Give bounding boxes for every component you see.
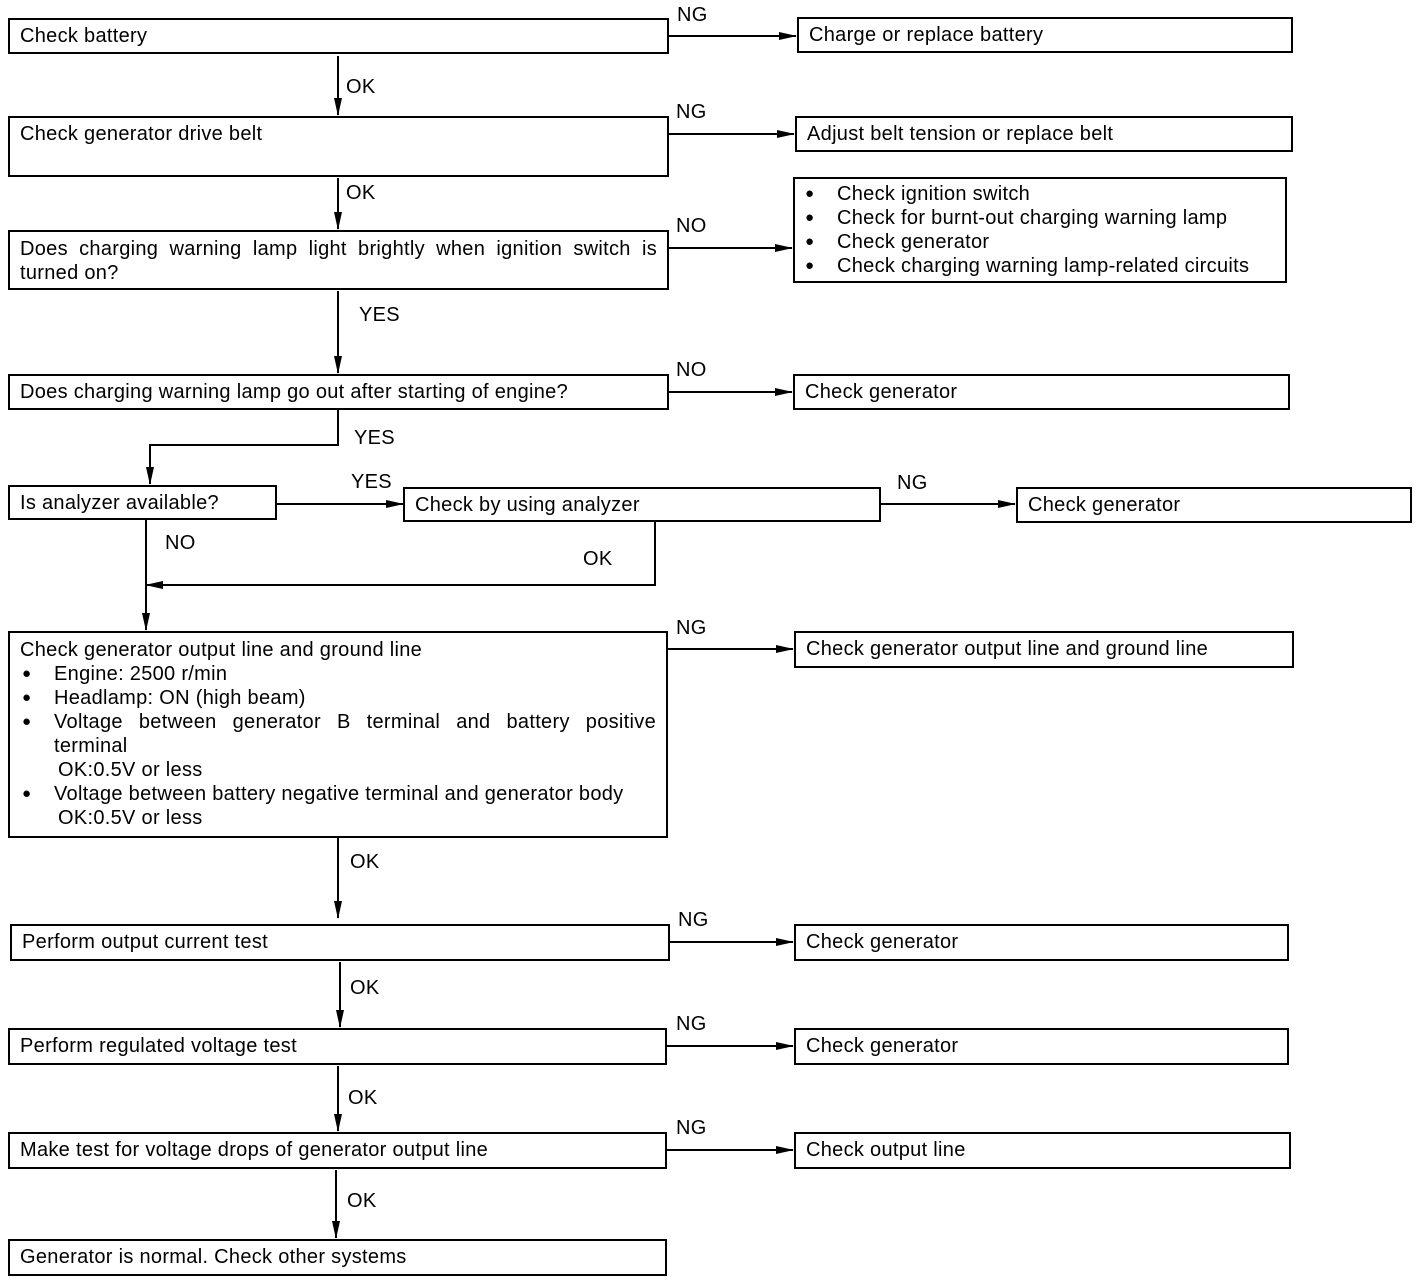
remedy-check-item: ● Check charging warning lamp-related circuits (803, 254, 1277, 278)
remedy-check-generator-text: Check generator (805, 381, 958, 403)
step-lamp-on-question (8, 230, 669, 290)
label-no: NO (676, 359, 707, 381)
label-ng: NG (897, 472, 928, 494)
step-lamp-out-question (8, 374, 669, 410)
remedy-check-output-line (794, 1132, 1291, 1169)
label-ok: OK (346, 182, 376, 204)
label-yes: YES (354, 427, 395, 449)
step-regulated-voltage-test (8, 1028, 667, 1065)
label-ok: OK (350, 977, 380, 999)
label-ng: NG (678, 909, 709, 931)
arrow-lamp-out-yes (150, 410, 338, 484)
remedy-check-generator-text: Check generator (806, 931, 959, 953)
output-line-condition: ● Engine: 2500 r/min (20, 662, 656, 686)
label-no: NO (676, 215, 707, 237)
remedy-adjust-belt (795, 116, 1293, 152)
step-lamp-out-question-text: Does charging warning lamp go out after starting of engine? (20, 381, 569, 403)
step-check-by-analyzer (403, 487, 881, 522)
remedy-check-generator-text: Check generator (1028, 494, 1181, 516)
remedy-charge-battery (797, 17, 1293, 53)
step-output-current-test-text: Perform output current test (22, 931, 268, 953)
label-yes: YES (351, 471, 392, 493)
label-no: NO (165, 532, 196, 554)
remedy-check-generator (1016, 487, 1412, 523)
label-ok: OK (346, 76, 376, 98)
label-ng: NG (677, 4, 708, 26)
remedy-lamp-on-checks (793, 177, 1287, 283)
step-check-output-ground-line (8, 631, 668, 838)
label-ng: NG (676, 101, 707, 123)
remedy-check-output-line-text: Check output line (806, 1139, 966, 1161)
arrow-analyzer-ok (146, 522, 655, 585)
label-ng: NG (676, 1013, 707, 1035)
step-check-battery (8, 18, 669, 54)
output-line-title: Check generator output line and ground line (20, 639, 423, 661)
step-check-by-analyzer-text: Check by using analyzer (415, 494, 640, 516)
step-voltage-drop-test (8, 1132, 667, 1169)
step-analyzer-question-text: Is analyzer available? (20, 492, 219, 514)
output-line-spec: OK:0.5V or less (58, 807, 203, 829)
remedy-check-output-ground-line (794, 631, 1294, 668)
output-line-conditions (20, 662, 656, 758)
remedy-adjust-belt-text: Adjust belt tension or replace belt (807, 123, 1114, 145)
remedy-check-item: ● Check generator (803, 230, 1277, 254)
step-check-drive-belt (8, 116, 669, 177)
label-yes: YES (359, 304, 400, 326)
remedy-check-output-ground-line-text: Check generator output line and ground line (806, 638, 1209, 660)
step-check-drive-belt-text: Check generator drive belt (20, 123, 263, 145)
output-line-condition: ● Voltage between generator B terminal and battery positive terminal (20, 710, 656, 758)
remedy-check-generator-text: Check generator (806, 1035, 959, 1057)
step-voltage-drop-test-text: Make test for voltage drops of generator output line (20, 1139, 489, 1161)
remedy-check-item: ● Check for burnt-out charging warning lamp (803, 206, 1277, 230)
step-analyzer-question (8, 485, 277, 520)
step-regulated-voltage-test-text: Perform regulated voltage test (20, 1035, 297, 1057)
output-line-spec: OK:0.5V or less (58, 759, 203, 781)
label-ng: NG (676, 1117, 707, 1139)
label-ok: OK (350, 851, 380, 873)
step-output-current-test (10, 924, 670, 961)
label-ok: OK (583, 548, 613, 570)
remedy-check-generator (794, 1028, 1289, 1065)
remedy-check-generator (794, 924, 1289, 961)
remedy-charge-battery-text: Charge or replace battery (809, 24, 1044, 46)
step-lamp-on-question-text: Does charging warning lamp light brightly when ignition switch is turned on? (20, 238, 657, 284)
step-generator-normal-text: Generator is normal. Check other systems (20, 1246, 407, 1268)
step-check-battery-text: Check battery (20, 25, 148, 47)
label-ok: OK (348, 1087, 378, 1109)
output-line-condition: ● Headlamp: ON (high beam) (20, 686, 656, 710)
label-ng: NG (676, 617, 707, 639)
remedy-check-item: ● Check ignition switch (803, 182, 1277, 206)
step-generator-normal (8, 1239, 667, 1276)
label-ok: OK (347, 1190, 377, 1212)
output-line-condition: ● Voltage between battery negative terminal and generator body (20, 782, 656, 806)
remedy-check-generator (793, 374, 1290, 410)
